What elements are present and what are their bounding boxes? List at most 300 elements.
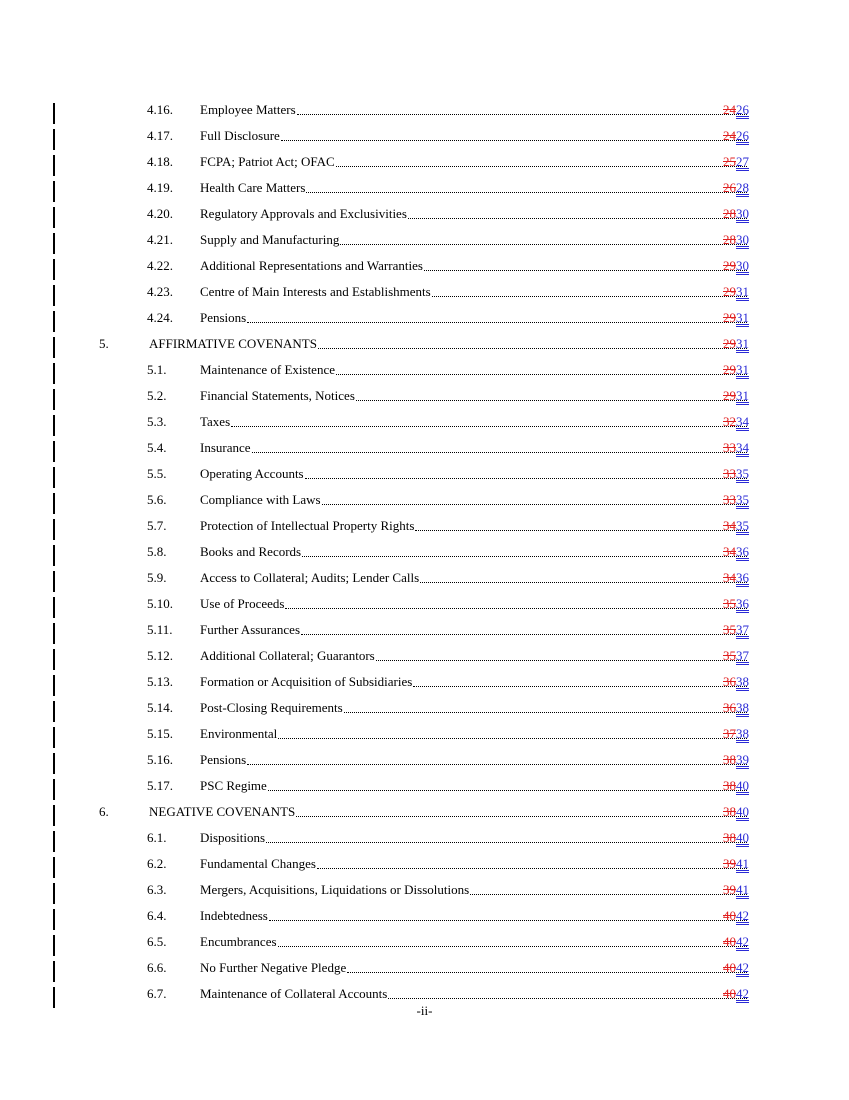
toc-entry-title-wrap <box>200 622 748 638</box>
inserted-page-number[interactable]: 31 <box>736 388 749 403</box>
toc-entry-number: 6. <box>99 804 109 819</box>
toc-entry-title-wrap <box>200 232 748 248</box>
toc-entry-title: Additional Collateral; Guarantors <box>200 648 375 663</box>
dot-leader <box>317 867 747 869</box>
inserted-page-number[interactable]: 42 <box>736 986 749 1001</box>
toc-entry[interactable] <box>0 853 849 879</box>
toc-entry-title-wrap <box>200 986 748 1002</box>
toc-entry-title: Supply and Manufacturing <box>200 232 340 247</box>
deleted-page-number: 35 <box>723 648 736 663</box>
toc-entry-title-wrap <box>200 726 748 742</box>
inserted-page-number[interactable]: 31 <box>736 284 749 299</box>
toc-entry-title: NEGATIVE COVENANTS <box>149 804 296 819</box>
deleted-page-number: 33 <box>723 492 736 507</box>
dot-leader <box>247 763 747 765</box>
toc-entry-title-wrap <box>200 154 748 170</box>
dot-leader <box>302 555 747 557</box>
toc-entry[interactable] <box>0 151 849 177</box>
toc-entry-title: Insurance <box>200 440 251 455</box>
toc-entry-number: 4.20. <box>147 206 173 221</box>
toc-entry-number: 5.15. <box>147 726 173 741</box>
toc-entry-number: 6.7. <box>147 986 167 1001</box>
toc-entry[interactable] <box>0 515 849 541</box>
toc-entry-title-wrap <box>200 908 748 924</box>
toc-entry-number: 6.4. <box>147 908 167 923</box>
inserted-page-number[interactable]: 31 <box>736 336 749 351</box>
change-bar <box>53 597 55 618</box>
toc-entry-page[interactable] <box>723 440 749 456</box>
toc-entry[interactable] <box>0 801 849 827</box>
inserted-page-number[interactable]: 42 <box>736 908 749 923</box>
dot-leader <box>322 503 747 505</box>
toc-entry-title: Additional Representations and Warranties <box>200 258 423 273</box>
change-bar <box>53 233 55 254</box>
toc-entry-number: 5.4. <box>147 440 167 455</box>
toc-entry-title-wrap <box>200 388 748 404</box>
inserted-page-number[interactable]: 38 <box>736 700 749 715</box>
dot-leader <box>296 815 747 817</box>
toc-entry-number: 4.22. <box>147 258 173 273</box>
dot-leader <box>470 893 747 895</box>
toc-entry-title: Mergers, Acquisitions, Liquidations or Dissolutions <box>200 882 470 897</box>
toc-entry-title: AFFIRMATIVE COVENANTS <box>149 336 317 351</box>
toc-entry[interactable] <box>0 489 849 515</box>
deleted-page-number: 29 <box>723 310 736 325</box>
change-bar <box>53 129 55 150</box>
toc-entry-title: No Further Negative Pledge <box>200 960 347 975</box>
deleted-page-number: 28 <box>723 206 736 221</box>
toc-entry-page[interactable] <box>723 310 749 326</box>
toc-entry[interactable] <box>0 125 849 151</box>
toc-entry-number: 4.24. <box>147 310 173 325</box>
toc-entry-title: Dispositions <box>200 830 266 845</box>
toc-entry-number: 5.16. <box>147 752 173 767</box>
dot-leader <box>305 477 747 479</box>
toc-entry[interactable] <box>0 281 849 307</box>
toc-entry-number: 5.3. <box>147 414 167 429</box>
dot-leader <box>278 945 747 947</box>
dot-leader <box>336 373 747 375</box>
toc-entry-number: 6.5. <box>147 934 167 949</box>
inserted-page-number[interactable]: 42 <box>736 934 749 949</box>
inserted-page-number[interactable]: 38 <box>736 726 749 741</box>
deleted-page-number: 26 <box>723 180 736 195</box>
toc-entry[interactable] <box>0 931 849 957</box>
change-bar <box>53 389 55 410</box>
inserted-page-number[interactable]: 40 <box>736 804 749 819</box>
toc-entry-number: 4.16. <box>147 102 173 117</box>
toc-entry-page[interactable] <box>723 414 749 430</box>
deleted-page-number: 35 <box>723 622 736 637</box>
inserted-page-number[interactable]: 42 <box>736 960 749 975</box>
toc-entry-title: Pensions <box>200 752 247 767</box>
toc-entry-title: Pensions <box>200 310 247 325</box>
change-bar <box>53 155 55 176</box>
dot-leader <box>318 347 747 349</box>
deleted-page-number: 39 <box>723 856 736 871</box>
inserted-page-number[interactable]: 40 <box>736 778 749 793</box>
change-bar <box>53 883 55 904</box>
toc-entry-title: Regulatory Approvals and Exclusivities <box>200 206 407 221</box>
toc-entry-page[interactable] <box>723 934 749 950</box>
inserted-page-number[interactable]: 28 <box>736 180 749 195</box>
toc-entry-page[interactable] <box>723 622 749 638</box>
toc-entry-title: Protection of Intellectual Property Rights <box>200 518 415 533</box>
toc-entry-title-wrap <box>200 310 748 326</box>
toc-entry-title: Taxes <box>200 414 231 429</box>
inserted-page-number[interactable]: 30 <box>736 232 749 247</box>
toc-entry-page[interactable] <box>723 518 749 534</box>
inserted-page-number[interactable]: 34 <box>736 440 749 455</box>
toc-entry[interactable] <box>0 645 849 671</box>
toc-entry-title-wrap <box>200 830 748 846</box>
deleted-page-number: 39 <box>723 882 736 897</box>
toc-entry[interactable] <box>0 671 849 697</box>
toc-entry-title-wrap <box>200 414 748 430</box>
toc-entry-page[interactable] <box>723 726 749 742</box>
toc-entry-page[interactable] <box>723 674 749 690</box>
toc-entry-title-wrap <box>200 778 748 794</box>
change-bar <box>53 519 55 540</box>
toc-entry-page[interactable] <box>723 128 749 144</box>
change-bar <box>53 363 55 384</box>
toc-entry[interactable] <box>0 749 849 775</box>
deleted-page-number: 34 <box>723 518 736 533</box>
toc-entry-page[interactable] <box>723 752 749 768</box>
toc-entry-page[interactable] <box>723 570 749 586</box>
deleted-page-number: 40 <box>723 986 736 1001</box>
toc-entry-title-wrap <box>200 128 748 144</box>
toc-entry-number: 6.6. <box>147 960 167 975</box>
toc-entry-title-wrap <box>200 596 748 612</box>
dot-leader <box>344 711 747 713</box>
toc-entry-number: 5.17. <box>147 778 173 793</box>
change-bar <box>53 857 55 878</box>
toc-entry-page[interactable] <box>723 362 749 378</box>
toc-entry[interactable] <box>0 827 849 853</box>
deleted-page-number: 37 <box>723 726 736 741</box>
toc-entry-page[interactable] <box>723 856 749 872</box>
toc-entry-title: Health Care Matters <box>200 180 306 195</box>
toc-entry-title: Fundamental Changes <box>200 856 316 871</box>
inserted-page-number[interactable]: 34 <box>736 414 749 429</box>
deleted-page-number: 40 <box>723 960 736 975</box>
deleted-page-number: 40 <box>723 908 736 923</box>
toc-entry-title: Encumbrances <box>200 934 277 949</box>
dot-leader <box>336 165 747 167</box>
toc-entry-number: 5.14. <box>147 700 173 715</box>
inserted-page-number[interactable]: 37 <box>736 648 749 663</box>
toc-entry-title: Environmental <box>200 726 278 741</box>
toc-entry-page[interactable] <box>723 960 749 976</box>
toc-entry-title: Maintenance of Collateral Accounts <box>200 986 388 1001</box>
change-bar <box>53 181 55 202</box>
dot-leader <box>266 841 747 843</box>
toc-entry-title-wrap <box>200 544 748 560</box>
toc-entry-number: 5.1. <box>147 362 167 377</box>
toc-entry[interactable] <box>0 203 849 229</box>
change-bar <box>53 571 55 592</box>
toc-entry-page[interactable] <box>723 336 749 352</box>
toc-entry-page[interactable] <box>723 986 749 1002</box>
toc-entry-title: Post-Closing Requirements <box>200 700 343 715</box>
dot-leader <box>408 217 747 219</box>
toc-entry-title: Full Disclosure <box>200 128 280 143</box>
deleted-page-number: 36 <box>723 700 736 715</box>
dot-leader <box>420 581 747 583</box>
toc-entry-page[interactable] <box>723 882 749 898</box>
toc-entry-number: 5.8. <box>147 544 167 559</box>
toc-entry-title: Compliance with Laws <box>200 492 321 507</box>
inserted-page-number[interactable]: 36 <box>736 570 749 585</box>
toc-entry-title: Use of Proceeds <box>200 596 285 611</box>
toc-entry-title-wrap <box>200 882 748 898</box>
toc-entry-number: 6.3. <box>147 882 167 897</box>
toc-entry-page[interactable] <box>723 778 749 794</box>
toc-entry-page[interactable] <box>723 492 749 508</box>
toc-entry-title-wrap <box>200 518 748 534</box>
toc-entry-number: 4.21. <box>147 232 173 247</box>
change-bar <box>53 961 55 982</box>
inserted-page-number[interactable]: 35 <box>736 518 749 533</box>
inserted-page-number[interactable]: 36 <box>736 544 749 559</box>
toc-entry-number: 5.5. <box>147 466 167 481</box>
change-bar <box>53 207 55 228</box>
toc-entry-title-wrap <box>200 700 748 716</box>
dot-leader <box>268 789 747 791</box>
toc-entry[interactable] <box>0 697 849 723</box>
inserted-page-number[interactable]: 26 <box>736 128 749 143</box>
toc-entry-number: 5.10. <box>147 596 173 611</box>
toc-entry[interactable] <box>0 541 849 567</box>
toc-entry[interactable] <box>0 775 849 801</box>
toc-entry-page[interactable] <box>723 596 749 612</box>
toc-entry-number: 4.17. <box>147 128 173 143</box>
toc-entry-page[interactable] <box>723 206 749 222</box>
inserted-page-number[interactable]: 40 <box>736 830 749 845</box>
toc-entry[interactable] <box>0 957 849 983</box>
dot-leader <box>278 737 747 739</box>
inserted-page-number[interactable]: 31 <box>736 362 749 377</box>
change-bar <box>53 753 55 774</box>
toc-entry[interactable] <box>0 567 849 593</box>
toc-entry[interactable] <box>0 905 849 931</box>
toc-entry-title-wrap <box>200 752 748 768</box>
deleted-page-number: 34 <box>723 544 736 559</box>
toc-entry[interactable] <box>0 255 849 281</box>
toc-entry-title-wrap <box>200 102 748 118</box>
deleted-page-number: 38 <box>723 804 736 819</box>
change-bar <box>53 701 55 722</box>
dot-leader <box>269 919 747 921</box>
toc-entry-page[interactable] <box>723 102 749 118</box>
dot-leader <box>424 269 747 271</box>
toc-entry-number: 5.12. <box>147 648 173 663</box>
inserted-page-number[interactable]: 36 <box>736 596 749 611</box>
toc-entry[interactable] <box>0 437 849 463</box>
toc-entry-page[interactable] <box>723 154 749 170</box>
deleted-page-number: 33 <box>723 440 736 455</box>
toc-entry-page[interactable] <box>723 232 749 248</box>
toc-entry[interactable] <box>0 723 849 749</box>
deleted-page-number: 28 <box>723 232 736 247</box>
change-bar <box>53 285 55 306</box>
inserted-page-number[interactable]: 26 <box>736 102 749 117</box>
toc-entry-title-wrap <box>200 492 748 508</box>
change-bar <box>53 675 55 696</box>
toc-entry[interactable] <box>0 359 849 385</box>
toc-entry[interactable] <box>0 411 849 437</box>
dot-leader <box>306 191 747 193</box>
dot-leader <box>388 997 747 999</box>
toc-entry-title-wrap <box>200 960 748 976</box>
toc-entry-title: Formation or Acquisition of Subsidiaries <box>200 674 413 689</box>
deleted-page-number: 36 <box>723 674 736 689</box>
toc-entry[interactable] <box>0 619 849 645</box>
toc-entry-page[interactable] <box>723 648 749 664</box>
toc-entry-number: 6.2. <box>147 856 167 871</box>
dot-leader <box>252 451 747 453</box>
page-number: -ii- <box>416 1003 433 1018</box>
change-bar <box>53 649 55 670</box>
toc-entry-title-wrap <box>200 856 748 872</box>
toc-entry-title: Centre of Main Interests and Establishments <box>200 284 431 299</box>
toc-entry-page[interactable] <box>723 466 749 482</box>
toc-entry-page[interactable] <box>723 180 749 196</box>
change-bar <box>53 337 55 358</box>
deleted-page-number: 24 <box>723 102 736 117</box>
toc-entry-title: Financial Statements, Notices <box>200 388 355 403</box>
toc-entry-title: Access to Collateral; Audits; Lender Calls <box>200 570 420 585</box>
inserted-page-number[interactable]: 37 <box>736 622 749 637</box>
toc-entry-title-wrap <box>200 180 748 196</box>
deleted-page-number: 29 <box>723 284 736 299</box>
toc-entry[interactable] <box>0 385 849 411</box>
toc-entry-page[interactable] <box>723 830 749 846</box>
toc-entry[interactable] <box>0 593 849 619</box>
deleted-page-number: 34 <box>723 570 736 585</box>
change-bar <box>53 493 55 514</box>
toc-entry-number: 5.2. <box>147 388 167 403</box>
dot-leader <box>340 243 747 245</box>
inserted-page-number[interactable]: 27 <box>736 154 749 169</box>
toc-entry-page[interactable] <box>723 388 749 404</box>
toc-entry-number: 5.6. <box>147 492 167 507</box>
toc-entry-title: PSC Regime <box>200 778 267 793</box>
inserted-page-number[interactable]: 31 <box>736 310 749 325</box>
toc-entry-page[interactable] <box>723 544 749 560</box>
dot-leader <box>285 607 747 609</box>
toc-entry-title-wrap <box>200 570 748 586</box>
toc-entry[interactable] <box>0 463 849 489</box>
toc-entry-title: Operating Accounts <box>200 466 304 481</box>
inserted-page-number[interactable]: 30 <box>736 206 749 221</box>
toc-entry[interactable] <box>0 229 849 255</box>
toc-entry-title-wrap <box>149 336 748 352</box>
toc-entry-title: Indebtedness <box>200 908 268 923</box>
inserted-page-number[interactable]: 35 <box>736 492 749 507</box>
deleted-page-number: 24 <box>723 128 736 143</box>
deleted-page-number: 29 <box>723 388 736 403</box>
dot-leader <box>301 633 747 635</box>
inserted-page-number[interactable]: 39 <box>736 752 749 767</box>
toc-entry-title: Further Assurances <box>200 622 301 637</box>
deleted-page-number: 40 <box>723 934 736 949</box>
change-bar <box>53 441 55 462</box>
dot-leader <box>432 295 747 297</box>
toc-entry-title-wrap <box>200 206 748 222</box>
inserted-page-number[interactable]: 38 <box>736 674 749 689</box>
toc-entry[interactable] <box>0 879 849 905</box>
change-bar <box>53 415 55 436</box>
change-bar <box>53 909 55 930</box>
toc-entry-page[interactable] <box>723 258 749 274</box>
deleted-page-number: 32 <box>723 414 736 429</box>
toc-entry-title: Maintenance of Existence <box>200 362 335 377</box>
change-bar <box>53 467 55 488</box>
toc-entry-page[interactable] <box>723 908 749 924</box>
toc-entry[interactable] <box>0 307 849 333</box>
change-bar <box>53 831 55 852</box>
deleted-page-number: 29 <box>723 336 736 351</box>
dot-leader <box>376 659 747 661</box>
toc-entry-number: 5.11. <box>147 622 173 637</box>
toc-entry-title-wrap <box>200 284 748 300</box>
deleted-page-number: 38 <box>723 778 736 793</box>
toc-entry-number: 5.9. <box>147 570 167 585</box>
dot-leader <box>247 321 747 323</box>
toc-entry-number: 4.23. <box>147 284 173 299</box>
change-bar <box>53 805 55 826</box>
dot-leader <box>347 971 747 973</box>
deleted-page-number: 29 <box>723 258 736 273</box>
deleted-page-number: 38 <box>723 830 736 845</box>
inserted-page-number[interactable]: 35 <box>736 466 749 481</box>
change-bar <box>53 935 55 956</box>
inserted-page-number[interactable]: 41 <box>736 856 749 871</box>
change-bar <box>53 779 55 800</box>
toc-entry-title-wrap <box>200 362 748 378</box>
toc-entry-title-wrap <box>149 804 748 820</box>
deleted-page-number: 33 <box>723 466 736 481</box>
toc-entry[interactable] <box>0 177 849 203</box>
toc-entry-title-wrap <box>200 466 748 482</box>
change-bar <box>53 727 55 748</box>
toc-entry-title: Books and Records <box>200 544 302 559</box>
change-bar <box>53 103 55 124</box>
deleted-page-number: 38 <box>723 752 736 767</box>
deleted-page-number: 25 <box>723 154 736 169</box>
toc-entry-number: 6.1. <box>147 830 167 845</box>
dot-leader <box>356 399 747 401</box>
toc-entry[interactable] <box>0 333 849 359</box>
change-bar <box>53 259 55 280</box>
dot-leader <box>281 139 747 141</box>
toc-entry-page[interactable] <box>723 284 749 300</box>
toc-entry-page[interactable] <box>723 700 749 716</box>
toc-entry[interactable] <box>0 99 849 125</box>
toc-entry-title-wrap <box>200 258 748 274</box>
toc-entry-title-wrap <box>200 674 748 690</box>
deleted-page-number: 29 <box>723 362 736 377</box>
toc-entry-title-wrap <box>200 934 748 950</box>
toc-entry-number: 4.18. <box>147 154 173 169</box>
inserted-page-number[interactable]: 41 <box>736 882 749 897</box>
change-bar <box>53 545 55 566</box>
toc-entry-title: Employee Matters <box>200 102 296 117</box>
toc-entry-page[interactable] <box>723 804 749 820</box>
inserted-page-number[interactable]: 30 <box>736 258 749 273</box>
